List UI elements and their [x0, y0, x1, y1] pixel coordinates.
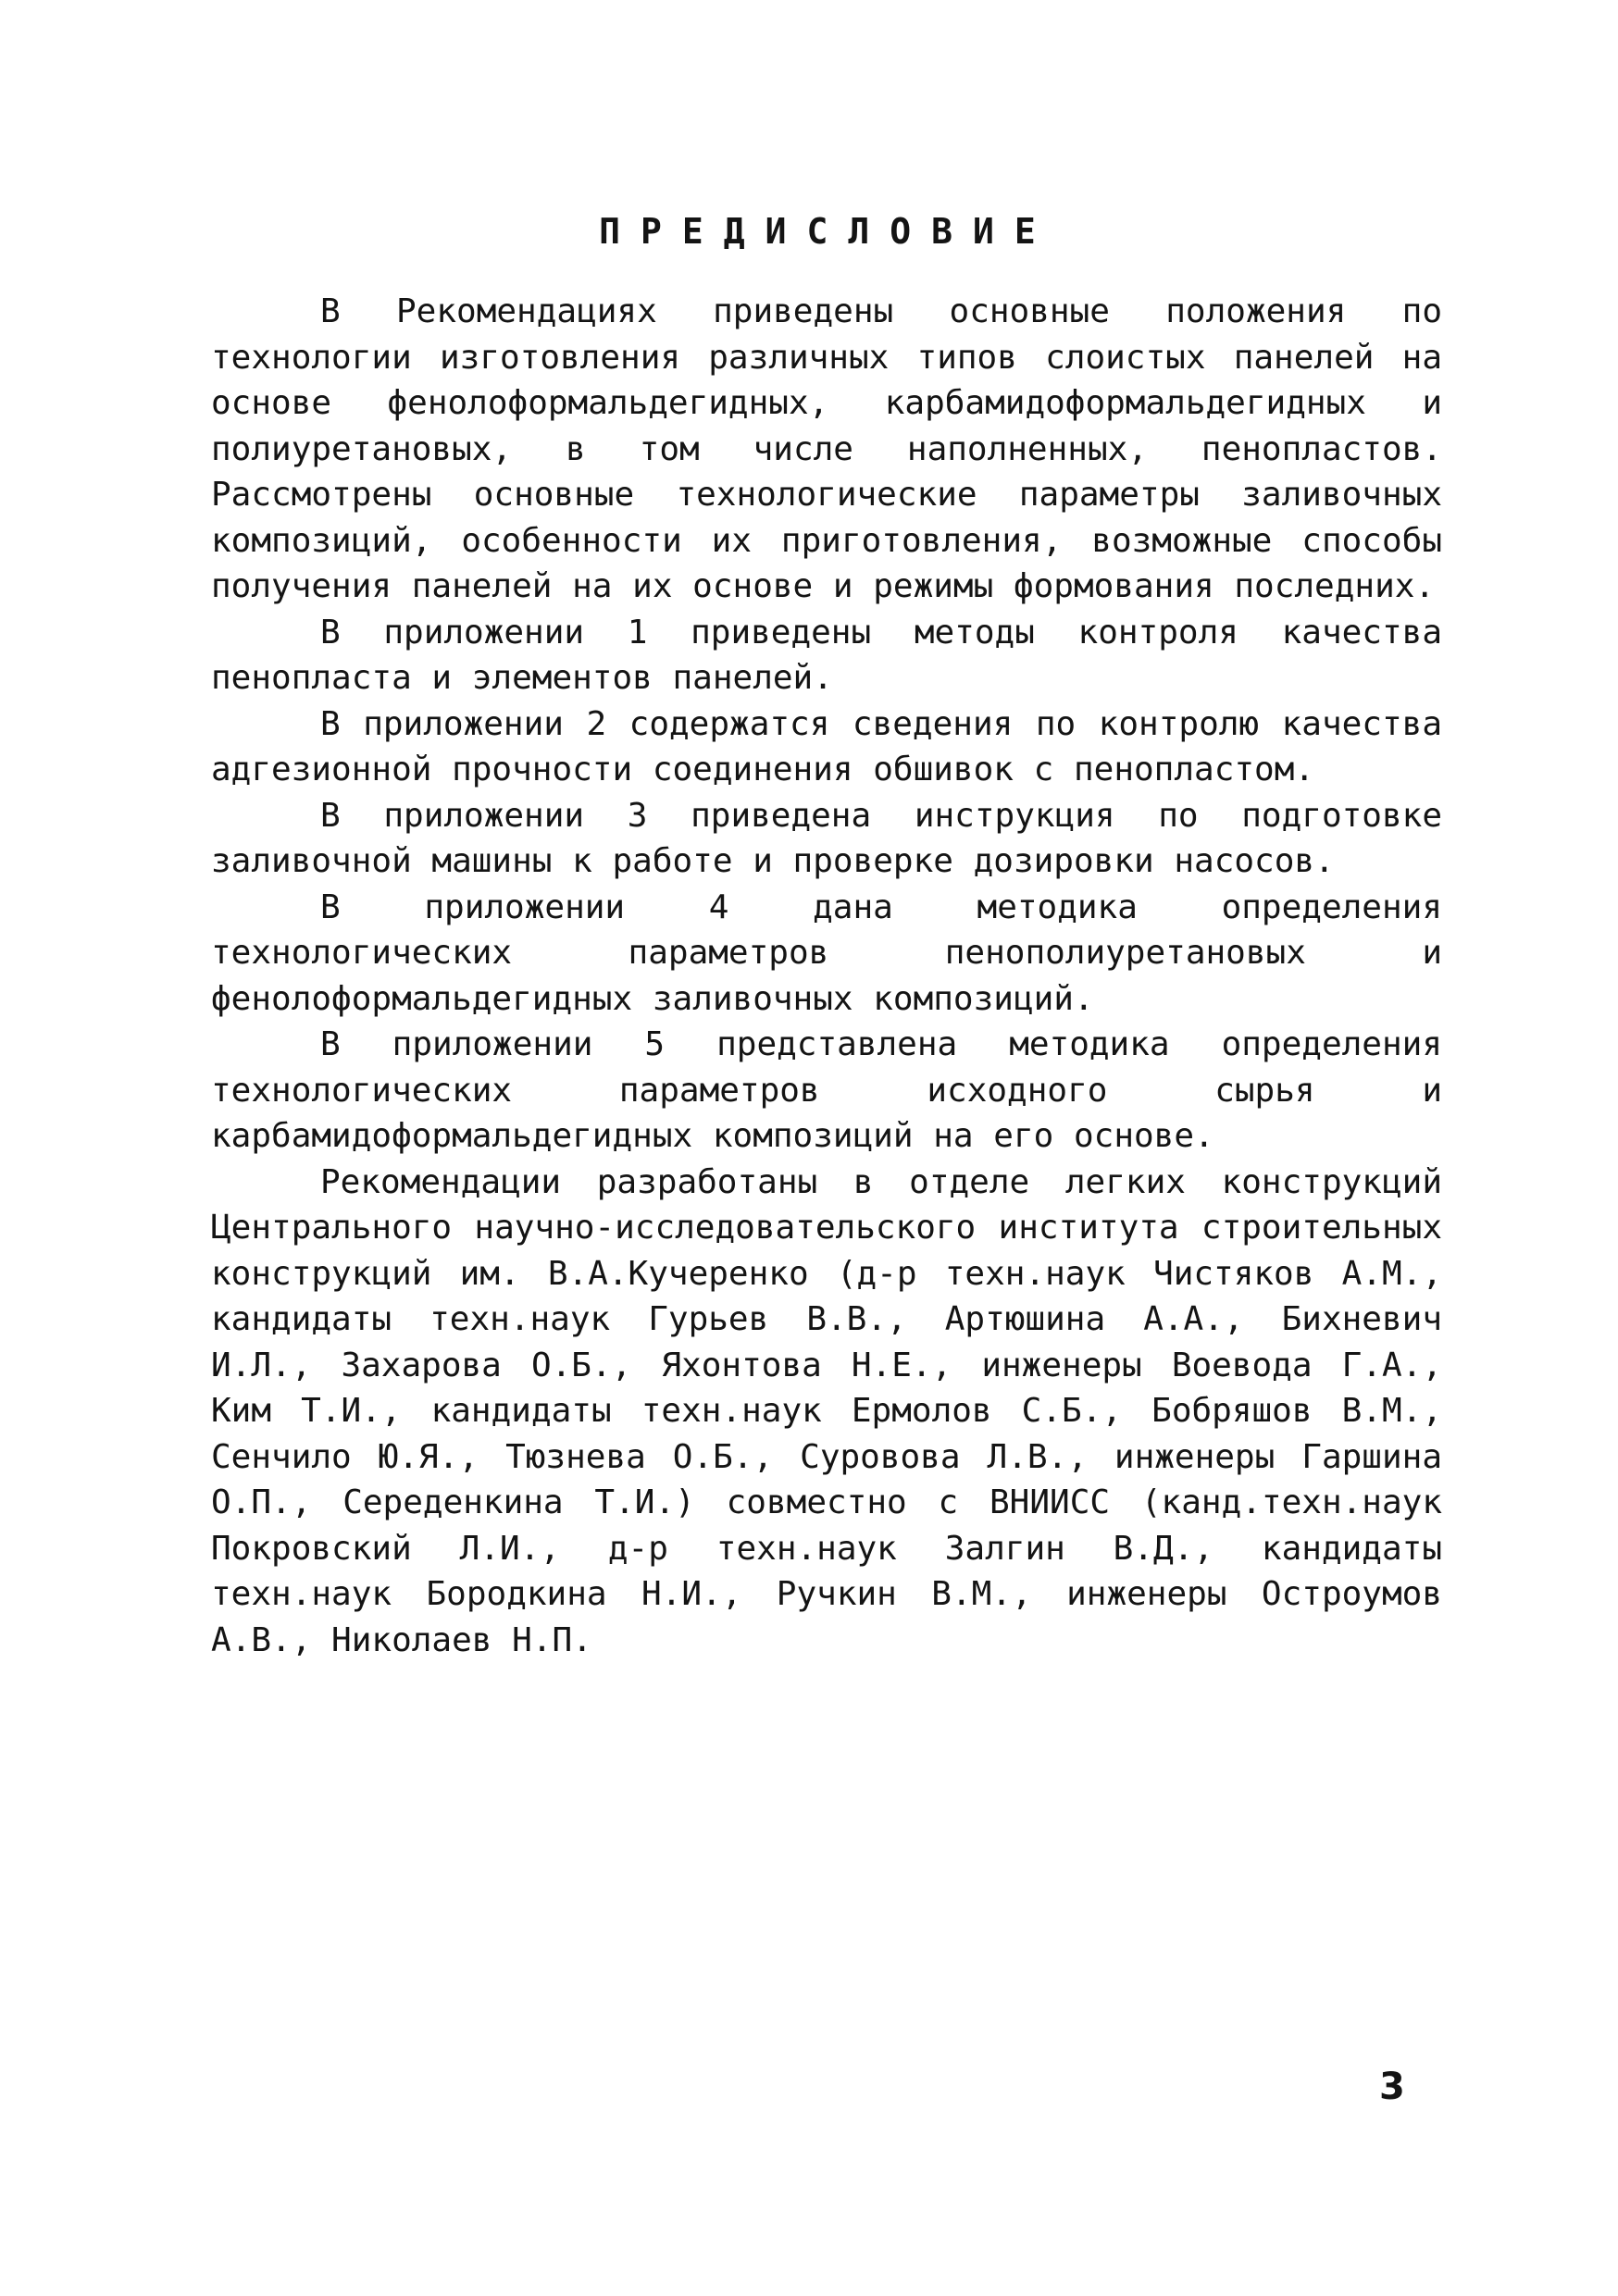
paragraph-overview: В Рекомендациях приведены основные положения по технологии изготовления различных типов слоистых панелей на основе фенолоформальдегидных, карбамидоформальдегидных и полиуретановых, в том числе наполненных, пенопластов. Рассмотрены основные технологические параметры заливочных композиций, особенности их приготовления, возможные способы получения панелей на их основе и режимы формования последних. — [211, 292, 1442, 605]
paragraph-appendix-5: В приложении 5 представлена методика определения технологических параметров исходного сырья и карбамидоформальдегидных композиций на его основе. — [211, 1025, 1442, 1155]
preface-body — [211, 289, 1442, 1663]
paragraph-appendix-4: В приложении 4 дана методика определения технологических параметров пенополиуретановых и фенолоформальдегидных заливочных композиций. — [211, 887, 1442, 1018]
page-title: ПРЕДИСЛОВИЕ — [599, 211, 1056, 252]
paragraph-authors: Рекомендации разработаны в отделе легких конструкций Центрального научно-исследовательского института строительных конструкций им. В.А.Кучеренко (д-р техн.наук Чистяков А.М., кандидаты техн.наук Гурьев В.В., Артюшина А.А., Бихневич И.Л., Захарова О.Б., Яхонтова Н.Е., инженеры Воевода Г.А., Ким Т.И., кандидаты техн.наук Ермолов С.Б., Бобряшов В.М., Сенчило Ю.Я., Тюзнева О.Б., Суровова Л.В., инженеры Гаршина О.П., Середенкина Т.И.) совместно с ВНИИСС (канд.техн.наук Покровский Л.И., д-р техн.наук Залгин В.Д., кандидаты техн.наук Бородкина Н.И., Ручкин В.М., инженеры Остроумов А.В., Николаев Н.П. — [211, 1162, 1442, 1659]
paragraph-appendix-1: В приложении 1 приведены методы контроля качества пенопласта и элементов панелей. — [211, 613, 1442, 697]
page-number: 3 — [1379, 2066, 1405, 2108]
paragraph-appendix-2: В приложении 2 содержатся сведения по контролю качества адгезионной прочности соединения обшивок с пенопластом. — [211, 704, 1442, 788]
paragraph-appendix-3: В приложении 3 приведена инструкция по подготовке заливочной машины к работе и проверке дозировки насосов. — [211, 796, 1442, 880]
